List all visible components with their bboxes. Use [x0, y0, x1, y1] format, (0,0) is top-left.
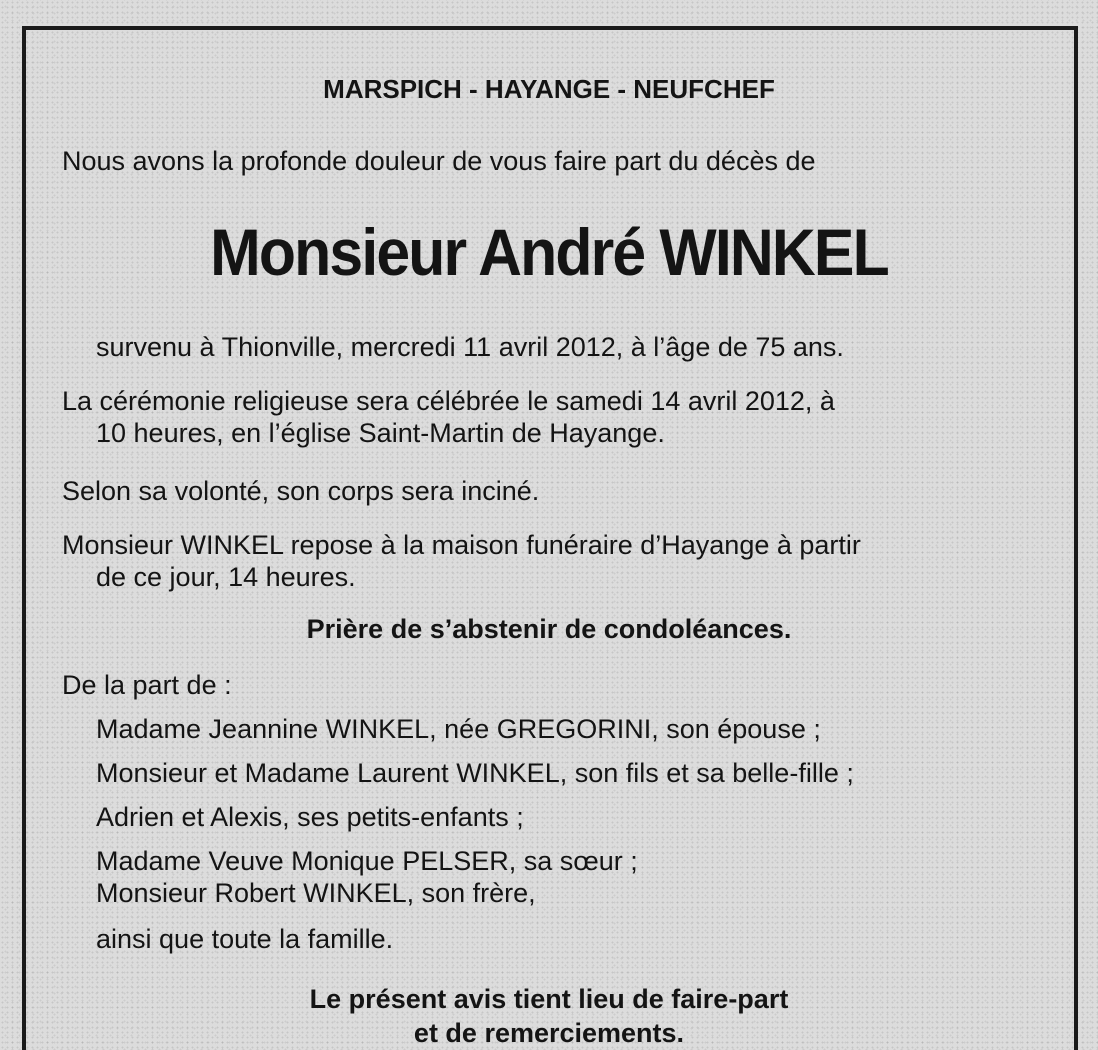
family-member-line: Monsieur Robert WINKEL, son frère,	[96, 878, 536, 908]
death-details: survenu à Thionville, mercredi 11 avril 2012, à l’âge de 75 ans.	[96, 332, 844, 362]
deceased-name: Monsieur André WINKEL	[210, 215, 888, 289]
intro-text: Nous avons la profonde douleur de vous faire part du décès de	[62, 146, 816, 176]
from-label: De la part de :	[62, 670, 232, 700]
cremation-text: Selon sa volonté, son corps sera inciné.	[62, 476, 540, 506]
repose-text-line-2: de ce jour, 14 heures.	[96, 562, 356, 592]
closing-line-2: et de remerciements.	[413, 1018, 685, 1048]
family-closing-line: ainsi que toute la famille.	[96, 924, 394, 954]
family-member-line: Adrien et Alexis, ses petits-enfants ;	[96, 802, 524, 832]
repose-text-line-1: Monsieur WINKEL repose à la maison funéraire d’Hayange à partir	[62, 530, 861, 560]
family-member-line: Madame Jeannine WINKEL, née GREGORINI, son épouse ;	[96, 714, 821, 744]
locality-heading: MARSPICH - HAYANGE - NEUFCHEF	[323, 74, 775, 104]
condolences-request: Prière de s’abstenir de condoléances.	[306, 614, 792, 644]
ceremony-text-line-1: La cérémonie religieuse sera célébrée le samedi 14 avril 2012, à	[62, 386, 835, 416]
family-member-line: Madame Veuve Monique PELSER, sa sœur ;	[96, 846, 638, 876]
closing-line-1: Le présent avis tient lieu de faire-part	[309, 984, 789, 1014]
ceremony-text-line-2: 10 heures, en l’église Saint-Martin de Hayange.	[96, 418, 665, 448]
family-member-line: Monsieur et Madame Laurent WINKEL, son fils et sa belle-fille ;	[96, 758, 854, 788]
